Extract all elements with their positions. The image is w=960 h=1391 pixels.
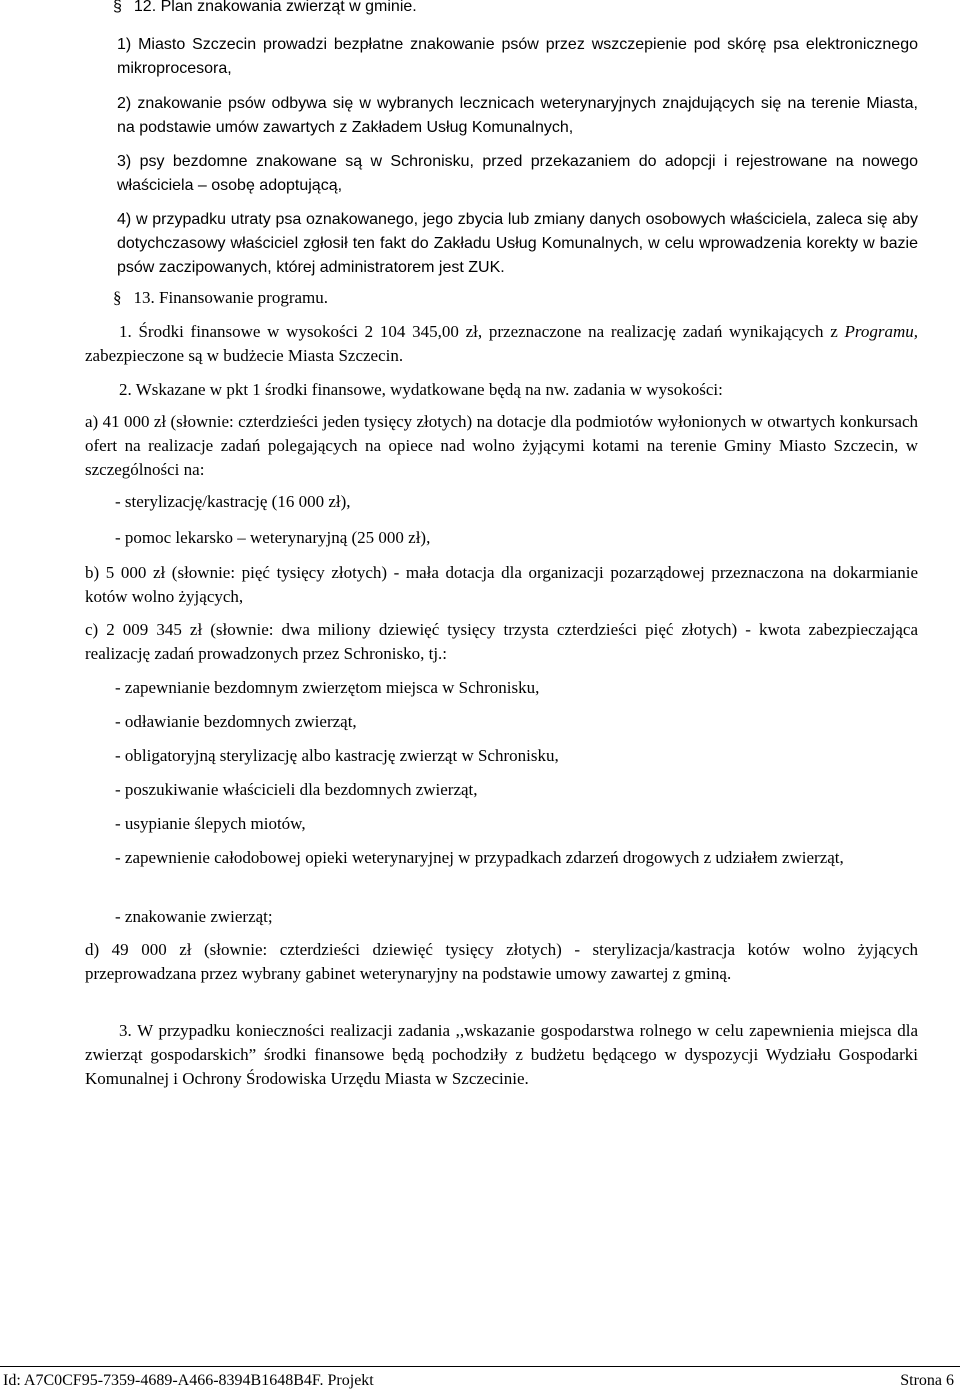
- section-symbol: §: [113, 288, 122, 307]
- section-13-heading: [113, 286, 328, 310]
- s13-point-c-item-1: - zapewnianie bezdomnym zwierzętom miejsca w Schronisku,: [115, 678, 540, 697]
- s13-point-a-item-2: - pomoc lekarsko – weterynaryjną (25 000 zł),: [115, 528, 431, 547]
- s13-point-c-item-3: - obligatoryjną sterylizację albo kastrację zwierząt w Schronisku,: [115, 746, 559, 765]
- s13-point-c-item-5: - usypianie ślepych miotów,: [115, 814, 306, 833]
- section-12-heading: [113, 0, 417, 19]
- footer-page-number: Strona 6: [900, 1372, 954, 1389]
- s13-point-d: d) 49 000 zł (słownie: czterdzieści dziewięć tysięcy złotych) - sterylizacja/kastracja kotów wolno żyjących przeprowadzana przez wybrany gabinet weterynaryjny na podstawie umowy zawartej z gminą.: [85, 940, 918, 983]
- s13-point-c: c) 2 009 345 zł (słownie: dwa miliony dziewięć tysięcy trzysta czterdzieści pięć złotych) - kwota zabezpieczająca realizację zadań prowadzonych przez Schronisko, tj.:: [85, 620, 918, 663]
- footer-document-id: Id: A7C0CF95-7359-4689-A466-8394B1648B4F. Projekt: [3, 1372, 374, 1389]
- s13-point-c-item-4: - poszukiwanie właścicieli dla bezdomnych zwierząt,: [115, 780, 478, 799]
- s12-item-1: 1) Miasto Szczecin prowadzi bezpłatne znakowanie psów przez wszczepienie pod skórę psa elektronicznego mikroprocesora,: [117, 36, 918, 77]
- s12-item-3: 3) psy bezdomne znakowane są w Schronisku, przed przekazaniem do adopcji i rejestrowane na nowego właściciela – osobę adoptującą,: [117, 153, 918, 194]
- s13-point-a-item-1: - sterylizację/kastrację (16 000 zł),: [115, 492, 351, 511]
- footer-divider: [0, 1366, 960, 1367]
- s12-item-4: 4) w przypadku utraty psa oznakowanego, jego zbycia lub zmiany danych osobowych właściciela, zaleca się aby dotychczasowy właściciel zgłosił ten fakt do Zakładu Usług Komunalnych, w celu wprowadzenia korekty w bazie psów zaczipowanych, której administratorem jest ZUK.: [117, 211, 918, 276]
- s13-point-a: a) 41 000 zł (słownie: czterdzieści jeden tysięcy złotych) na dotacje dla podmiotów wyłonionych w otwartych konkursach ofert na realizacje zadań polegających na opiece nad wolno żyjącymi kotami na terenie Gminy Miasto Szczecin, w szczególności na:: [85, 412, 918, 479]
- s13-point-c-item-6: - zapewnienie całodobowej opieki weterynaryjnej w przypadkach zdarzeń drogowych z udziałem zwierząt,: [115, 848, 844, 867]
- s13-paragraph-2: 2. Wskazane w pkt 1 środki finansowe, wydatkowane będą na nw. zadania w wysokości:: [119, 380, 723, 399]
- s13-point-c-item-7: - znakowanie zwierząt;: [115, 907, 273, 926]
- s13-point-c-item-2: - odławianie bezdomnych zwierząt,: [115, 712, 357, 731]
- program-italic: Programu,: [844, 322, 918, 341]
- s13-point-b: b) 5 000 zł (słownie: pięć tysięcy złotych) - mała dotacja dla organizacji pozarządowej przeznaczona na dokarmianie kotów wolno żyjących,: [85, 563, 918, 606]
- section-symbol: §: [113, 0, 122, 15]
- s13-paragraph-3: 3. W przypadku konieczności realizacji zadania ,,wskazanie gospodarstwa rolnego w celu zapewnienia miejsca dla zwierząt gospodarskich” środki finansowe będą pochodziły z budżetu będącego w dyspozycji Wydziału Gospodarki Komunalnej i Ochrony Środowiska Urzędu Miasta w Szczecinie.: [85, 1021, 918, 1088]
- section-12-title: 12. Plan znakowania zwierząt w gminie.: [133, 0, 417, 15]
- s13-paragraph-1: 1. Środki finansowe w wysokości 2 104 345,00 zł, przeznaczone na realizację zadań wynikających z Programu, zabezpieczone są w budżecie Miasta Szczecin.: [85, 322, 918, 365]
- section-13-title: 13. Finansowanie programu.: [133, 288, 329, 307]
- s12-item-2: 2) znakowanie psów odbywa się w wybranych lecznicach weterynaryjnych znajdujących się na terenie Miasta, na podstawie umów zawartych z Zakładem Usług Komunalnych,: [117, 95, 918, 136]
